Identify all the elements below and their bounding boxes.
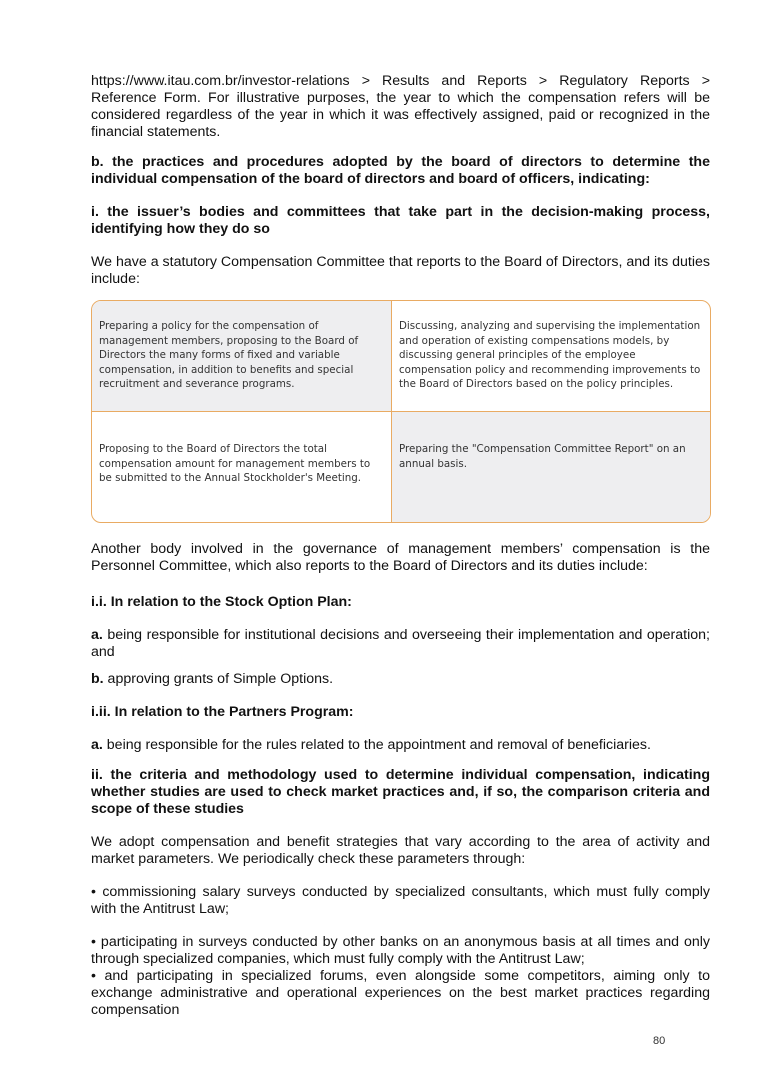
section-heading-ii: ii. the criteria and methodology used to determine individual compensation, indicating whether studies are used to check market practices and, if so, the comparison criteria and scope of these studies xyxy=(91,767,710,817)
partners-heading: i.ii. In relation to the Partners Program: xyxy=(91,704,354,720)
personnel-paragraph: Another body involved in the governance of management members’ compensation is the Personnel Committee, which also reports to the Board of Directors and its duties include: xyxy=(91,541,710,574)
bullet-item: • participating in surveys conducted by other banks on an anonymous basis at all times and only through specialized companies, which must fully comply with the Antitrust Law; xyxy=(91,934,710,967)
item-label: a. xyxy=(91,627,103,643)
duty-cell: Discussing, analyzing and supervising the implementation and operation of existing compensations models, by discussing general principles of the employee compensation policy and recommending improvements to the Board of Directors based on the policy principles. xyxy=(392,301,710,412)
stock-item-a xyxy=(91,627,710,661)
committee-paragraph: We have a statutory Compensation Committee that reports to the Board of Directors, and its duties include: xyxy=(91,254,710,287)
partners-item-a xyxy=(91,737,710,754)
bullet-item: • and participating in specialized forums, even alongside some competitors, aiming only to exchange administrative and operational experiences on the best market practices regarding compensation xyxy=(91,968,710,1018)
stock-option-heading: i.i. In relation to the Stock Option Plan: xyxy=(91,594,352,610)
item-label: b. xyxy=(91,671,104,687)
intro-paragraph: https://www.itau.com.br/investor-relations > Results and Reports > Regulatory Reports > Reference Form. For illustrative purposes, the year to which the compensation refers will be considered regardless of the year in which it was effectively assigned, paid or recognized in the financial statements. xyxy=(91,73,710,140)
section-heading-b: b. the practices and procedures adopted by the board of directors to determine the individual compensation of the board of directors and board of officers, indicating: xyxy=(91,154,710,187)
strategies-paragraph: We adopt compensation and benefit strategies that vary according to the area of activity and market parameters. We periodically check these parameters through: xyxy=(91,834,710,867)
duties-table xyxy=(91,300,711,523)
bullet-item: • commissioning salary surveys conducted by specialized consultants, which must fully comply with the Antitrust Law; xyxy=(91,884,710,917)
duty-cell: Proposing to the Board of Directors the total compensation amount for management members to be submitted to the Annual Stockholder's Meeting. xyxy=(92,412,392,522)
page-number: 80 xyxy=(653,1035,666,1047)
duty-cell: Preparing the "Compensation Committee Report" on an annual basis. xyxy=(392,412,710,522)
duty-cell: Preparing a policy for the compensation of management members, proposing to the Board of Directors the many forms of fixed and variable compensation, in addition to benefits and special recruitment and severance programs. xyxy=(92,301,392,412)
stock-item-b xyxy=(91,671,710,688)
item-text: being responsible for institutional decisions and overseeing their implementation and operation; and xyxy=(91,627,710,660)
section-heading-i: i. the issuer’s bodies and committees that take part in the decision-making process, identifying how they do so xyxy=(91,204,710,237)
item-label: a. xyxy=(91,737,103,753)
item-text: approving grants of Simple Options. xyxy=(103,671,334,687)
item-text: being responsible for the rules related to the appointment and removal of beneficiaries. xyxy=(102,737,651,753)
